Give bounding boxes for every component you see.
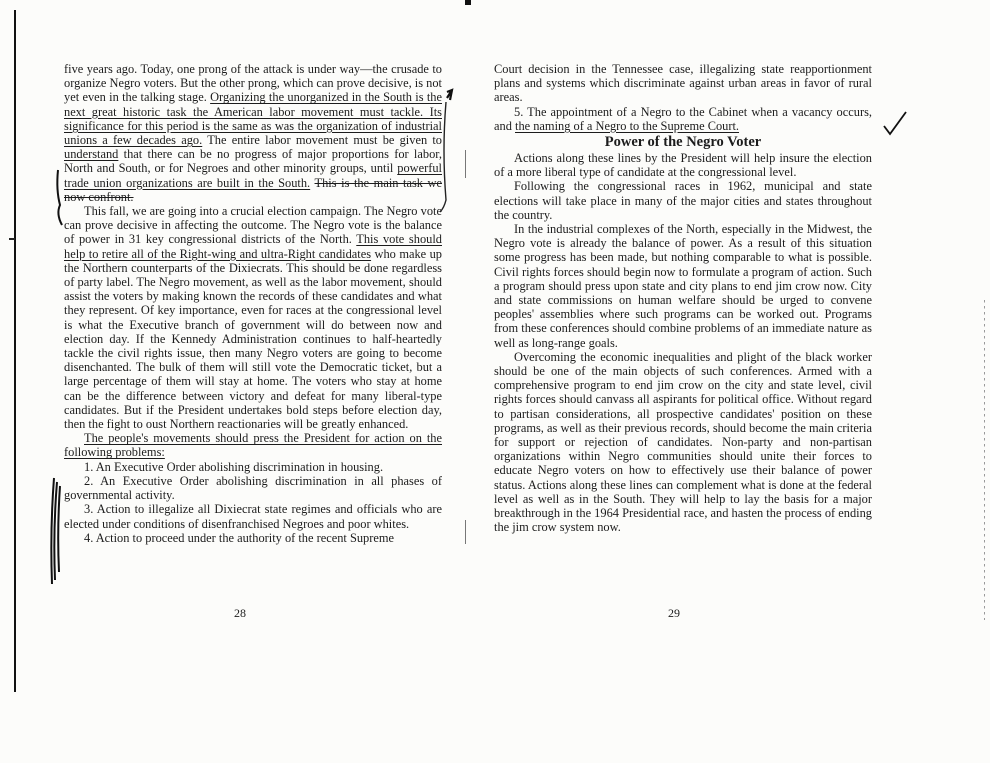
right-paragraph-4: Overcoming the economic inequalities and plight of the black worker should be one of the main objects of such conferences. Armed with a comprehensive program to end jim crow on the city and state level, civil rights forces should canvass all aspirants for political office. Without regard to partisan considerations, all prospective candidates' position on these programs, as well as their previous records, should become the main criteria for support or rejection of candidates. Non-party and non-partisan organizations within Negro communities should unite their forces to educate Negro voters on how to effectively use their balance of power status. Actions along these lines can complement what is done at the federal level as well as in the South. They will help to lay the basis for a major breakthrough in the 1964 Presidential race, and hasten the process of ending the jim crow system now. bbox=[494, 349, 872, 535]
right-paragraph-1: Actions along these lines by the President will help insure the election of a more liberal type of candidate at the congressional level. bbox=[494, 151, 872, 180]
list-item: 5. The appointment of a Negro to the Cabinet when a vacancy occurs, and the naming of a Negro to the Supreme Court. bbox=[494, 104, 872, 133]
left-paragraph-3: The people's movements should press the President for action on the following problems: bbox=[64, 431, 442, 460]
right-continuation: Court decision in the Tennessee case, illegalizing state reapportionment plans and systems which discriminate against urban areas in favor of rural areas. bbox=[494, 62, 872, 105]
margin-bracket-top bbox=[57, 170, 62, 225]
check-mark bbox=[884, 112, 906, 134]
list-item: 4. Action to proceed under the authority of the recent Supreme bbox=[84, 530, 395, 545]
margin-bracket-right-line bbox=[440, 102, 446, 212]
left-paragraph-2: This fall, we are going into a crucial election campaign. The Negro vote can prove decisive in affecting the outcome. The Negro vote is the balance of power in 31 key congressional districts of the North. This vote should help to retire all of the Right-wing and ultra-Right candidates who make up the Northern counterparts of the Dixiecrats. This should be done regardless of party label. The Negro movement, as well as the labor movement, should assist the voters by making known the records of these candidates and what they represent. Of key importance, even for races at the congressional level is what the Executive branch of government will do between now and election day. If the Kennedy Administration continues to half-heartedly tackle the civil rights issue, then many Negro voters are going to become disenchanted. The bulk of them will still vote the Democratic ticket, but a large percentage of them will stay at home. The voters who stay at home can be the difference between victory and defeat for many liberal-type candidates. But if the President undertakes bold steps before election day, then the fight to oust Northern reactionaries will be greatly enhanced. bbox=[64, 204, 442, 432]
page-number-left: 28 bbox=[234, 606, 246, 620]
margin-bracket-right bbox=[447, 90, 452, 100]
list-item: 1. An Executive Order abolishing discrimination in housing. bbox=[84, 459, 384, 474]
list-item: 2. An Executive Order abolishing discrimination in all phases of governmental activity. bbox=[64, 473, 442, 503]
list-item: 3. Action to illegalize all Dixiecrat state regimes and officials who are elected under conditions of disenfranchised Negroes and poor whites. bbox=[64, 502, 442, 531]
section-heading: Power of the Negro Voter bbox=[604, 134, 762, 151]
page-number-right: 29 bbox=[668, 606, 680, 620]
right-paragraph-3: In the industrial complexes of the North, especially in the Midwest, the Negro vote is already the balance of power. As a result of this situation some progress has been made, but nothing comparable to what is possible. Civil rights forces should begin now to formulate a program of action. Such a program should press upon state and city plans to end jim crow now. City and state commissions on human welfare should be urged to convene peoples' assemblies where such programs can be worked out. Programs from these conferences should combine problems of an immediate nature as well as long-range goals. bbox=[494, 222, 872, 350]
right-paragraph-2: Following the congressional races in 1962, municipal and state elections will take place in many of the major cities and states throughout the country. bbox=[494, 179, 872, 222]
margin-bar-bottom bbox=[51, 478, 60, 584]
left-paragraph-1: five years ago. Today, one prong of the attack is under way—the crusade to organize Negro voters. But the other prong, which can prove decisive, is not yet even in the talking stage. Organizing the unorganized in the South is the next great historic task the American labor movement must tackle. Its significance for this period is the same as was the organization of industrial unions a few decades ago. The entire labor movement must be given to understand that there can be no progress of major proportions for labor, North and South, or for Negroes and other minority groups, until powerful trade union organizations are built in the South. This is the main task we now confront. bbox=[64, 62, 443, 204]
